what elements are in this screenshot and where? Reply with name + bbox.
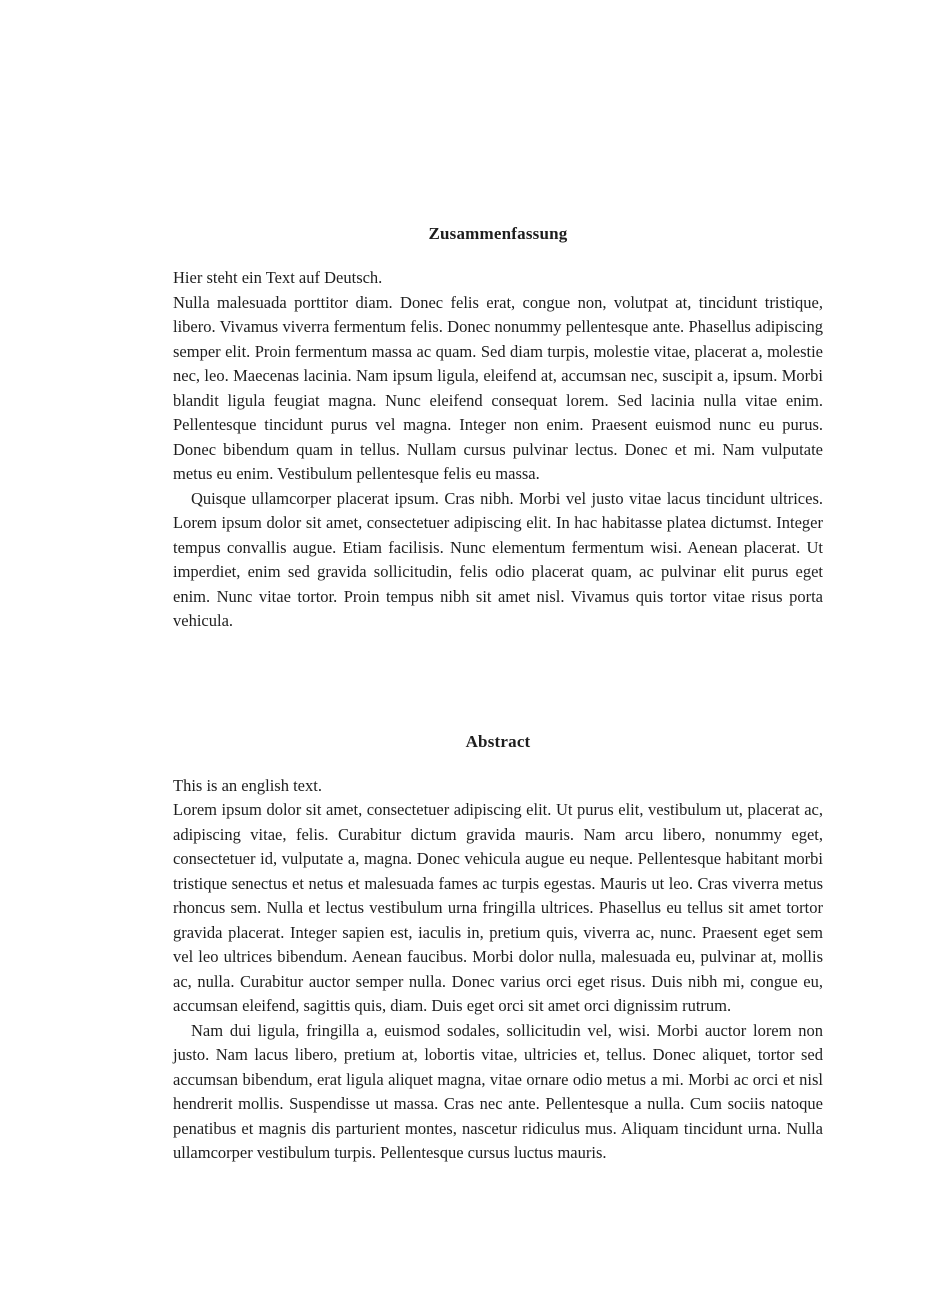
- zusammenfassung-paragraph-2: Quisque ullamcorper placerat ipsum. Cras nibh. Morbi vel justo vitae lacus tincidunt ultrices. Lorem ipsum dolor sit amet, consectetuer adipiscing elit. In hac habitasse platea dictumst. Integer tempus convallis augue. Etiam facilisis. Nunc elementum fermentum wisi. Aenean placerat. Ut imperdiet, enim sed gravida sollicitudin, felis odio placerat quam, ac pulvinar elit purus eget enim. Nunc vitae tortor. Proin tempus nibh sit amet nisl. Vivamus quis tortor vitae risus porta vehicula.: [173, 488, 823, 630]
- zusammenfassung-intro-line: Hier steht ein Text auf Deutsch.: [173, 268, 383, 287]
- section-zusammenfassung: [173, 222, 823, 634]
- zusammenfassung-heading: Zusammenfassung: [428, 224, 568, 243]
- text-column: [173, 222, 823, 1166]
- abstract-paragraph-1: Lorem ipsum dolor sit amet, consectetuer adipiscing elit. Ut purus elit, vestibulum ut, placerat ac, adipiscing vitae, felis. Curabitur dictum gravida mauris. Nam arcu libero, nonummy eget, consectetuer id, vulputate a, magna. Donec vehicula augue eu neque. Pellentesque habitant morbi tristique senectus et netus et malesuada fames ac turpis egestas. Mauris ut leo. Cras viverra metus rhoncus sem. Nulla et lectus vestibulum urna fringilla ultrices. Phasellus eu tellus sit amet tortor gravida placerat. Integer sapien est, iaculis in, pretium quis, viverra ac, nunc. Praesent eget sem vel leo ultrices bibendum. Aenean faucibus. Morbi dolor nulla, malesuada eu, pulvinar at, mollis ac, nulla. Curabitur auctor semper nulla. Donec varius orci eget risus. Duis nibh mi, congue eu, accumsan eleifend, sagittis quis, diam. Duis eget orci sit amet orci dignissim rutrum.: [173, 800, 823, 1015]
- abstract-heading: Abstract: [465, 731, 531, 751]
- abstract-paragraph-2: Nam dui ligula, fringilla a, euismod sodales, sollicitudin vel, wisi. Morbi auctor lorem non justo. Nam lacus libero, pretium at, lobortis vitae, ultricies et, tellus. Donec aliquet, tortor sed accumsan bibendum, erat ligula aliquet magna, vitae ornare odio metus a mi. Morbi ac orci et nisl hendrerit mollis. Suspendisse ut massa. Cras nec ante. Pellentesque a nulla. Cum sociis natoque penatibus et magnis dis parturient montes, nascetur ridiculus mus. Aliquam tincidunt urna. Nulla ullamcorper vestibulum turpis. Pellentesque cursus luctus mauris.: [173, 1020, 823, 1162]
- zusammenfassung-paragraph-1: Nulla malesuada porttitor diam. Donec felis erat, congue non, volutpat at, tincidunt tristique, libero. Vivamus viverra fermentum felis. Donec nonummy pellentesque ante. Phasellus adipiscing semper elit. Proin fermentum massa ac quam. Sed diam turpis, molestie vitae, placerat a, molestie nec, leo. Maecenas lacinia. Nam ipsum ligula, eleifend at, accumsan nec, suscipit a, ipsum. Morbi blandit ligula feugiat magna. Nunc eleifend consequat lorem. Sed lacinia nulla vitae enim. Pellentesque tincidunt purus vel magna. Integer non enim. Praesent euismod nunc eu purus. Donec bibendum quam in tellus. Nullam cursus pulvinar lectus. Donec et mi. Nam vulputate metus eu enim. Vestibulum pellentesque felis eu massa.: [173, 292, 823, 483]
- section-abstract: [173, 730, 823, 1166]
- abstract-intro-line: This is an english text.: [173, 775, 322, 795]
